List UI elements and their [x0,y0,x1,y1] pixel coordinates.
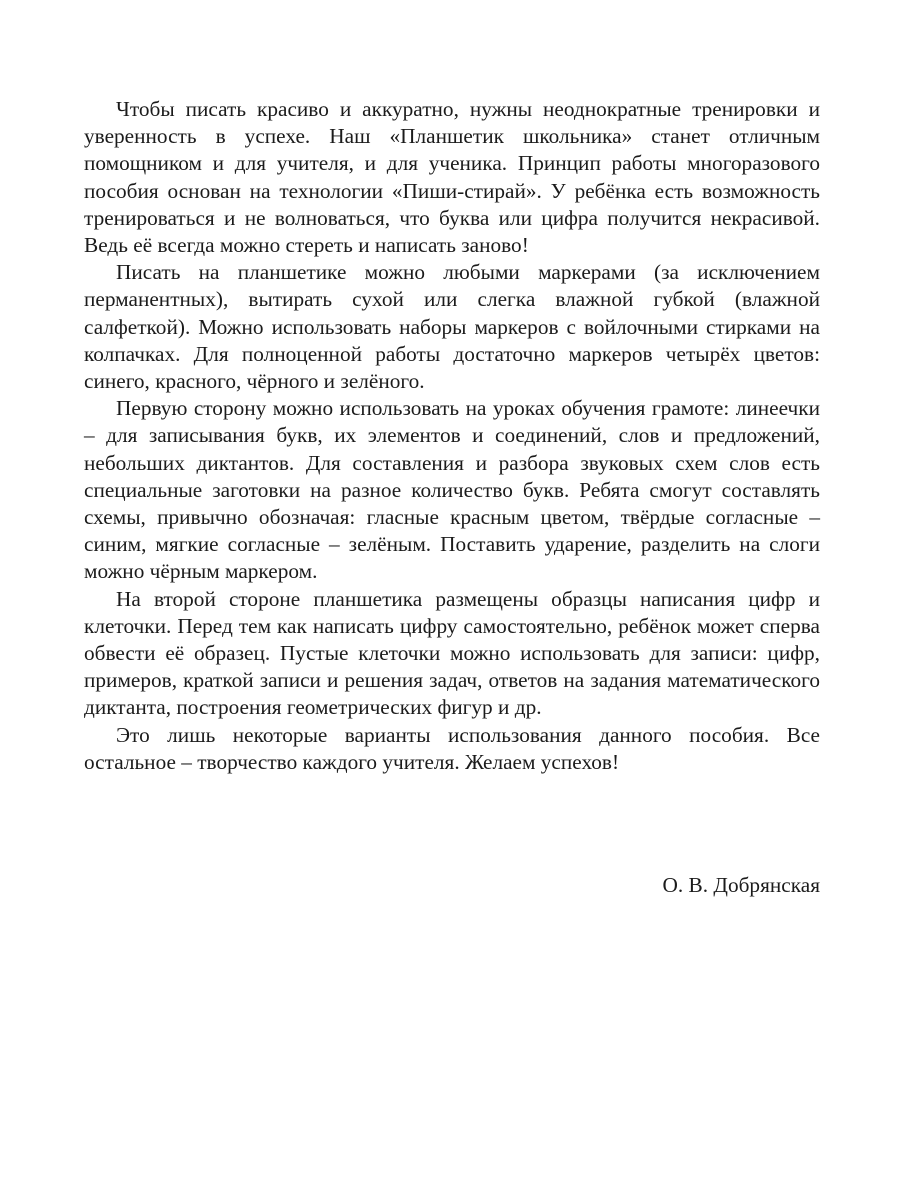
paragraph-closing: Это лишь некоторые варианты использования данного пособия. Все остальное – творчество каждого учителя. Желаем успехов! [84,722,820,774]
paragraph-intro: Чтобы писать красиво и аккуратно, нужны неоднократные тренировки и уверенность в успехе. Наш «Планшетик школьника» станет отличным помощником и для учителя, и для ученика. Принцип работы многоразового пособия основан на технологии «Пиши-стирай». У ребёнка есть возможность тренироваться и не волноваться, что буква или цифра получится некрасивой. Ведь её всегда можно стереть и написать заново! [84,97,820,258]
paragraph-first-side: Первую сторону можно использовать на уроках обучения грамоте: линеечки – для записывания букв, их элементов и соединений, слов и предложений, небольших диктантов. Для составления и разбора звуковых схем слов есть специальные заготовки на разное количество букв. Ребята смогут составлять схемы, привычно обозначая: гласные красным цветом, твёрдые согласные – синим, мягкие согласные – зелёным. Поставить ударение, разделить на слоги можно чёрным маркером. [84,396,820,584]
paragraph-second-side: На второй стороне планшетика размещены образцы написания цифр и клеточки. Перед тем как написать цифру самостоятельно, ребёнок может сперва обвести её образец. Пустые клеточки можно использовать для записи: цифр, примеров, краткой записи и решения задач, ответов на задания математического диктанта, построения геометрических фигур и др. [84,586,820,720]
author-signature: О. В. Добрянская [662,873,820,897]
document-body [84,96,820,776]
paragraph-markers: Писать на планшетике можно любыми маркерами (за исключением перманентных), вытирать сухой или слегка влажной губкой (влажной салфеткой). Можно использовать наборы маркеров с войлочными стирками на колпачках. Для полноценной работы достаточно маркеров четырёх цветов: синего, красного, чёрного и зелёного. [84,260,820,394]
